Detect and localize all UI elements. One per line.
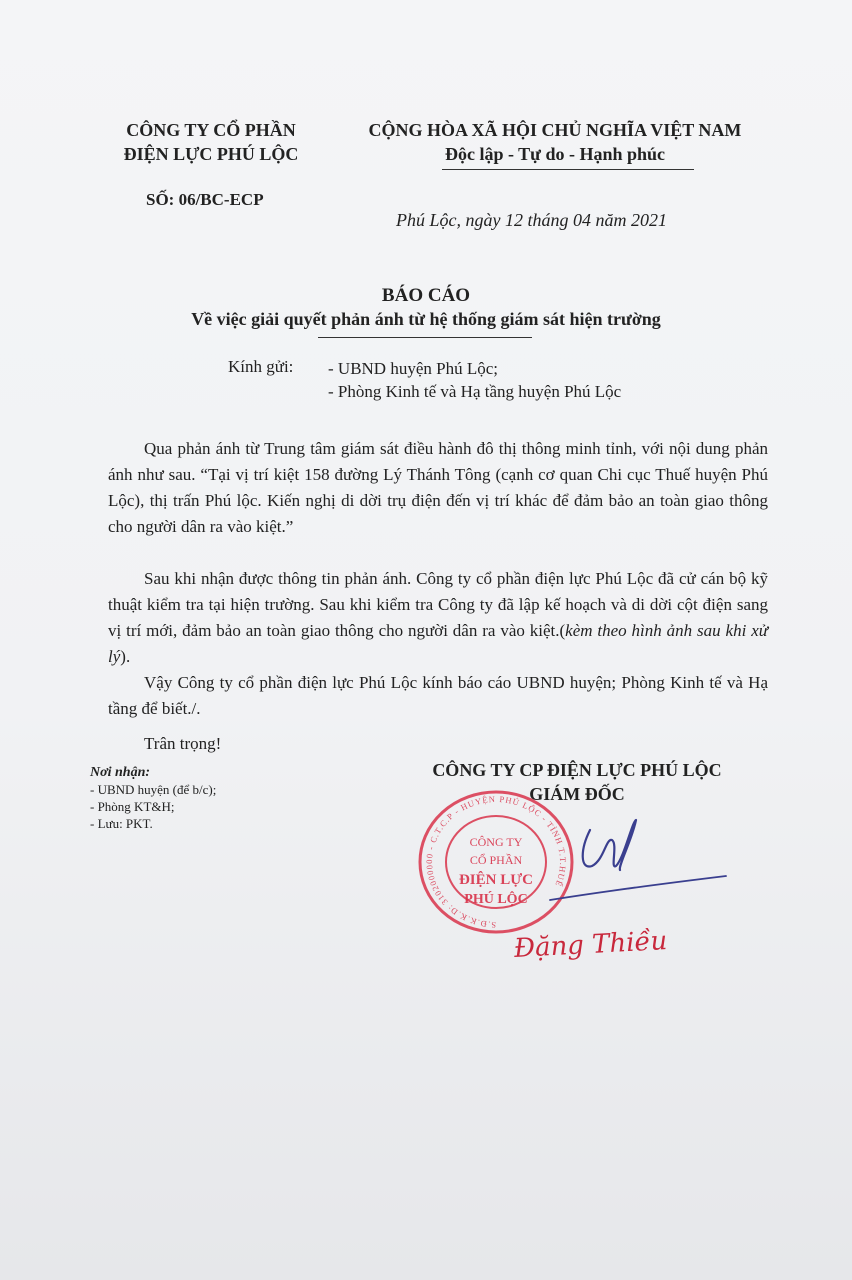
report-title: BÁO CÁO	[381, 285, 471, 306]
recipients-block	[90, 764, 216, 832]
company-name-line2: ĐIỆN LỰC PHÚ LỘC	[123, 144, 299, 164]
body-paragraph-2-end: ).	[120, 647, 131, 666]
seal-line-3: ĐIỆN LỰC	[458, 872, 534, 888]
body-paragraph-1: Qua phản ánh từ Trung tâm giám sát điều hành đô thị thông minh tỉnh, với nội dung phản ánh như sau. “Tại vị trí kiệt 158 đường Lý Thánh Tông (cạnh cơ quan Chi cục Thuế huyện Phú Lộc), thị trấn Phú lộc. Kiến nghị di dời trụ điện đến vị trí khác để đảm bảo an toàn giao thông cho người dân ra vào kiệt.”	[108, 439, 768, 536]
document-number: SỐ: 06/BC-ECP	[146, 190, 264, 209]
national-header	[330, 118, 780, 166]
company-name-line1: CÔNG TY CỔ PHẦN	[126, 120, 296, 140]
signature-org: CÔNG TY CP ĐIỆN LỰC PHÚ LỘC	[432, 760, 722, 780]
seal-line-2: CỔ PHẦN	[469, 853, 523, 867]
addressee-item: - UBND huyện Phú Lộc;	[328, 359, 498, 378]
recipient-item: - Lưu: PKT.	[90, 816, 153, 831]
addressee-list	[328, 357, 621, 403]
body-paragraph-2-text: Sau khi nhận được thông tin phản ánh. Công ty cổ phần điện lực Phú Lộc đã cử cán bộ kỹ thuật kiểm tra tại hiện trường. Sau khi kiểm tra Công ty đã lập kế hoạch và di dời cột điện sang vị trí mới, đảm bảo an toàn giao thông cho người dân ra vào kiệt.(	[108, 569, 768, 640]
seal-ring-text: S.Đ.K.K.D: 3102000000 - C.T.C.P - HUYỆN PHÚ LỘC - TỈNH T.T.HUẾ	[424, 793, 569, 931]
recipients-label: Nơi nhận:	[90, 765, 151, 780]
report-subject: Về việc giải quyết phản ánh từ hệ thống giám sát hiện trường	[191, 309, 661, 329]
body-paragraph-3: Vậy Công ty cổ phần điện lực Phú Lộc kính báo cáo UBND huyện; Phòng Kinh tế và Hạ tầng để biết./.	[108, 673, 768, 718]
director-signature	[520, 800, 740, 910]
closing-greeting: Trân trọng!	[144, 734, 222, 753]
seal-line-4: PHÚ LỘC	[464, 892, 528, 907]
body-paragraph-2	[108, 566, 768, 670]
company-name-block	[86, 118, 336, 166]
attachment-note: kèm theo hình ảnh sau khi xử lý	[108, 621, 769, 666]
signature-position: GIÁM ĐỐC	[529, 784, 625, 804]
republic-title: CỘNG HÒA XÃ HỘI CHỦ NGHĨA VIỆT NAM	[368, 120, 742, 140]
seal-line-1: CÔNG TY	[469, 835, 523, 849]
recipient-item: - Phòng KT&H;	[90, 799, 175, 814]
subject-underline	[318, 337, 532, 338]
recipient-item: - UBND huyện (để b/c);	[90, 782, 217, 797]
motto-underline	[442, 169, 694, 170]
place-date: Phú Lộc, ngày 12 tháng 04 năm 2021	[396, 210, 667, 230]
addressee-item: - Phòng Kinh tế và Hạ tầng huyện Phú Lộc	[328, 382, 622, 401]
national-motto: Độc lập - Tự do - Hạnh phúc	[444, 144, 666, 164]
addressee-label: Kính gửi:	[228, 357, 294, 376]
director-name: Đặng Thiều	[513, 926, 668, 964]
